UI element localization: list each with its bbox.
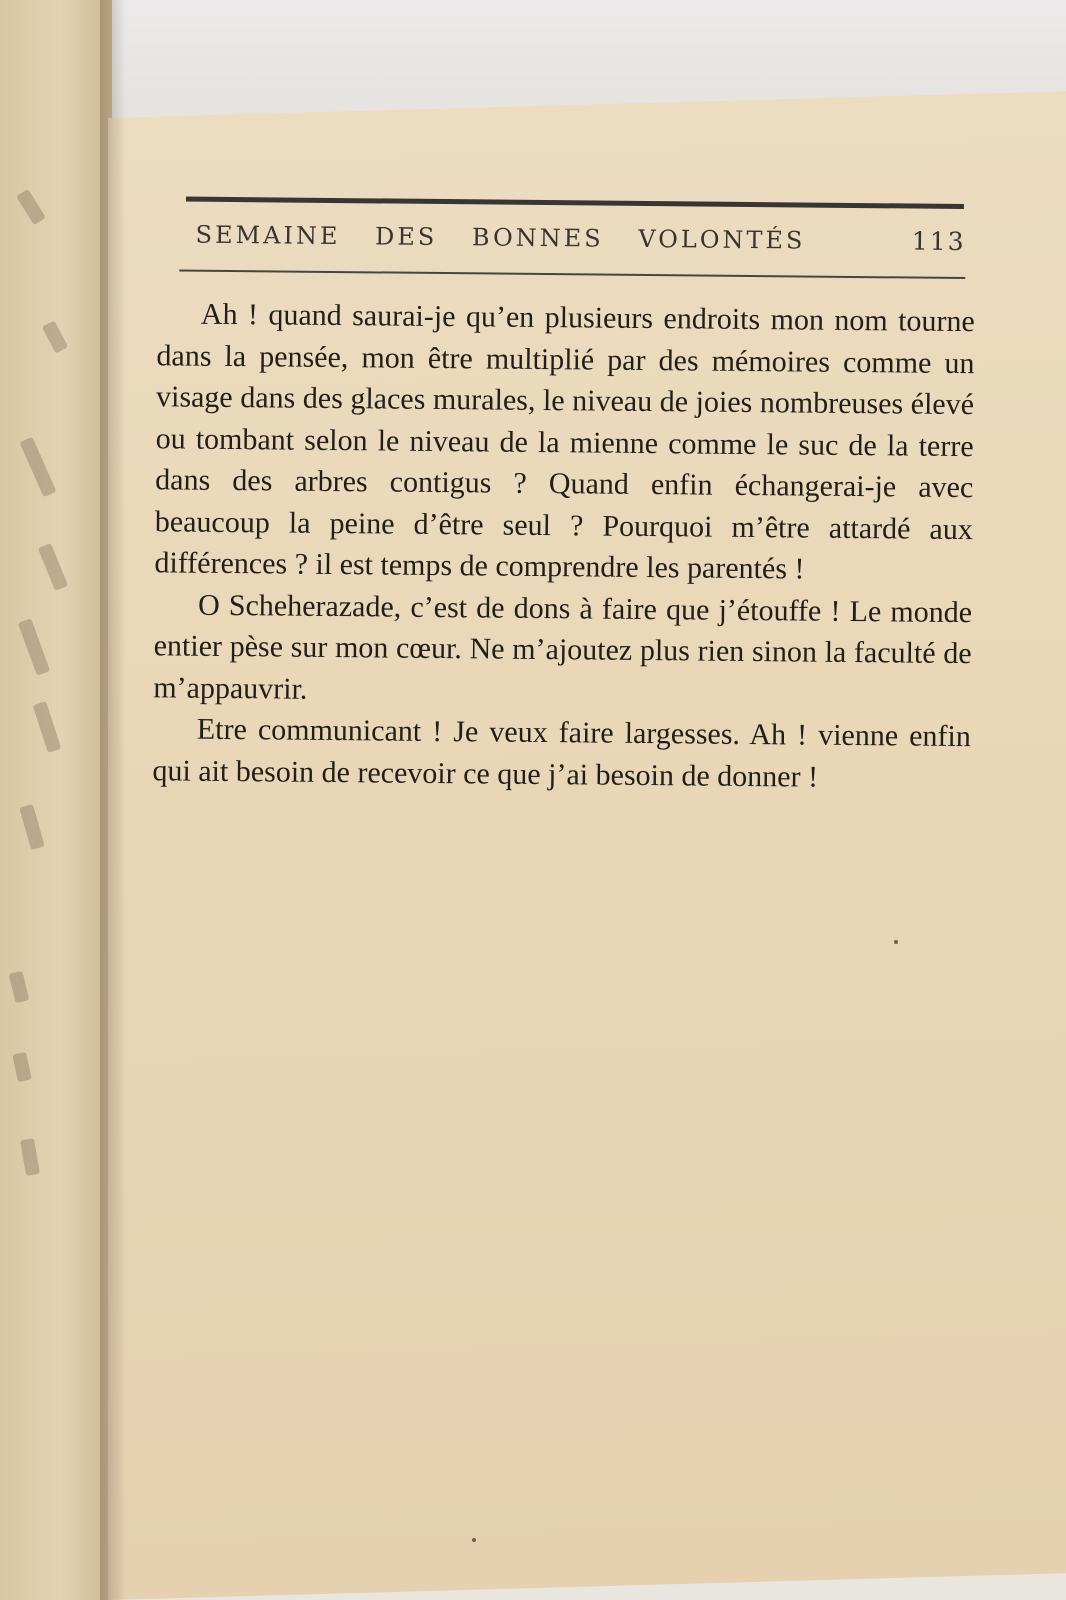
paragraph-3: Etre communicant ! Je veux faire largesses. Ah ! vienne enfin qui ait besoin de recevoir ce que j’ai besoin de donner ! (152, 712, 972, 794)
page-content (122, 196, 974, 799)
paper-speck (472, 1538, 476, 1542)
page-number: 113 (911, 226, 966, 257)
paper-speck (894, 940, 898, 944)
running-head-title: SEMAINE DES BONNES VOLONTÉS (195, 220, 806, 255)
facing-page-edge (0, 0, 112, 1600)
header-bottom-rule (179, 269, 965, 279)
paragraph-1: Ah ! quand saurai-je qu’en plusieurs endroits mon nom tourne dans la pensée, mon être multiplié par des mémoires comme un visage dans des glaces murales, le niveau de joies nombreuses élevé ou tombant selon le niveau de la mienne comme le suc de la terre dans des arbres contigus ? Quand enfin échangerai-je avec beaucoup la peine d’être seul ? Pourquoi m’être attardé aux différences ? il est temps de comprendre les parentés ! (154, 297, 975, 586)
body-text (152, 293, 975, 799)
paragraph-2: O Scheherazade, c’est de dons à faire que j’étouffe ! Le monde entier pèse sur mon cœur. Ne m’ajoutez plus rien sinon la faculté de m’appauvrir. (153, 588, 973, 706)
facing-page-bleed-through (0, 0, 112, 1600)
gutter-shadow (100, 0, 126, 1600)
running-head (195, 220, 965, 267)
